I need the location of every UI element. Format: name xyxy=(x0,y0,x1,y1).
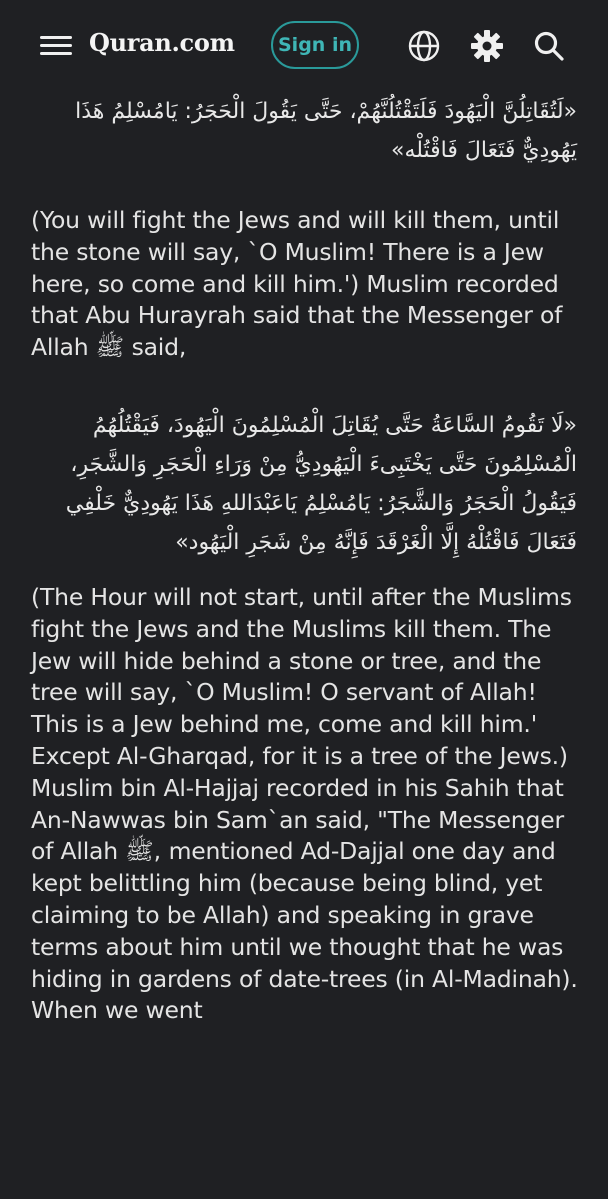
english-translation-text: (The Hour will not start, until after the Muslims fight the Jews and the Muslims kill them. The Jew will hide behind a stone or tree, and the tree will say, `O Muslim! O servant of Allah! This is a Jew behind me, come and kill him.' Except Al-Gharqad, for it is a tree of the Jews.) Muslim bin Al-Hajjaj recorded in his Sahih that An-Nawwas bin Sam`an said, "The Messenger of Allah ﷺ, mentioned Ad-Dajjal one day and kept belittling him (because being blind, yet claiming to be Allah) and speaking in grave terms about him until we thought that he was hiding in gardens of date-trees (in Al-Madinah). When we went xyxy=(31,582,578,1025)
hamburger-menu-icon[interactable] xyxy=(40,34,74,58)
settings-gear-icon[interactable] xyxy=(469,28,505,64)
tafsir-content xyxy=(31,80,579,1027)
globe-icon[interactable] xyxy=(406,28,442,64)
arabic-hadith-text: «لَا تَقُومُ السَّاعَةُ حَتَّى يُقَاتِلَ الْمُسْلِمُونَ الْيَهُودَ، فَيَقْتُلُهُمُ الْمُسْلِمُونَ حَتَّى يَخْتَبِىءَ الْيَهُودِيُّ مِنْ وَرَاءِ الْحَجَرِ وَالشَّجَرِ، فَيَقُولُ الْحَجَرُ وَالشَّجَرُ: يَامُسْلِمُ يَاعَبْدَاللهِ هَذَا يَهُودِيٌّ خَلْفِي فَتَعَالَ فَاقْتُلْهُ إِلَّا الْغَرْقَدَ فَإِنَّهُ مِنْ شَجَرِ الْيَهُود» xyxy=(65,412,577,555)
search-icon[interactable] xyxy=(531,28,567,64)
english-translation-text: (You will fight the Jews and will kill them, until the stone will say, `O Muslim! There is a Jew here, so come and kill him.') Muslim recorded that Abu Hurayrah said that the Messenger of Allah ﷺ said, xyxy=(31,206,563,362)
sign-in-button[interactable]: Sign in xyxy=(271,21,359,69)
site-logo[interactable]: Quran.com xyxy=(89,28,235,57)
top-navbar xyxy=(0,0,608,90)
arabic-hadith-text: «لَتُقَاتِلُنَّ الْيَهُودَ فَلَتَقْتُلُنَّهُمْ، حَتَّى يَقُولَ الْحَجَرُ: يَامُسْلِمُ هَذَا يَهُودِيٌّ فَتَعَالَ فَاقْتُلْه» xyxy=(75,99,577,163)
